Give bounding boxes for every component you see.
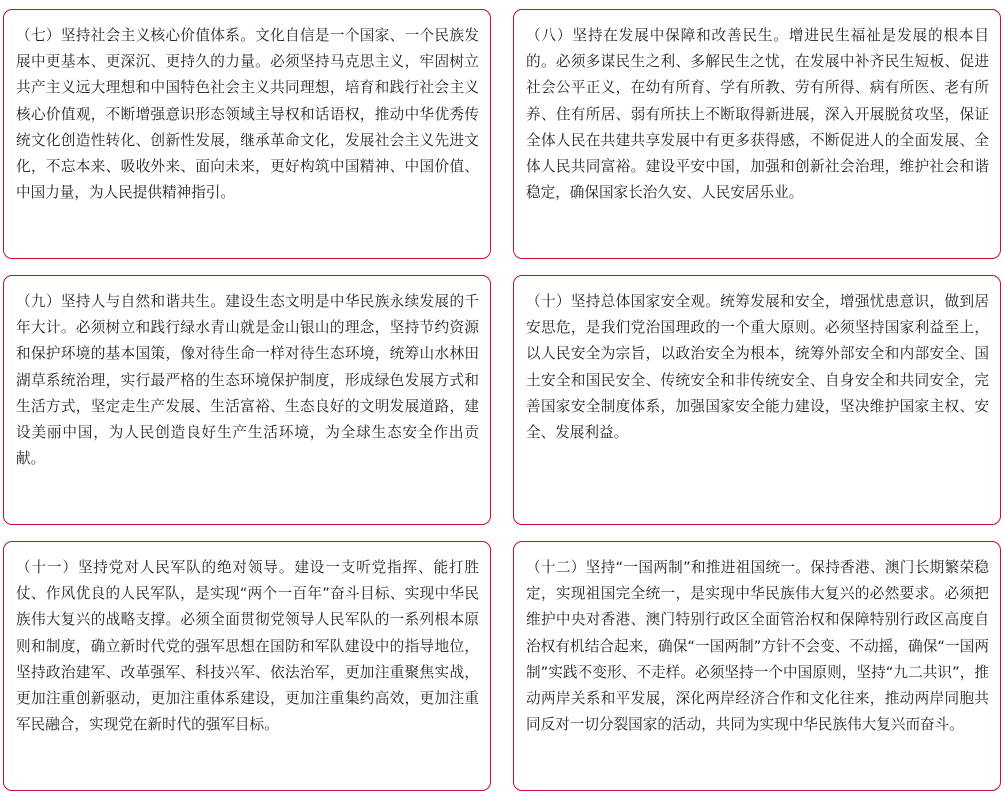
card-ten [513, 275, 1001, 525]
card-seven-text: （七）坚持社会主义核心价值体系。文化自信是一个国家、一个民族发展中更基本、更深沉、更持久的力量。必须坚持马克思主义，牢固树立共产主义远大理想和中国特色社会主义共同理想，培育和践行社会主义核心价值观，不断增强意识形态领域主导权和话语权，推动中华优秀传统文化创造性转化、创新性发展，继承革命文化，发展社会主义先进文化，不忘本来、吸收外来、面向未来，更好构筑中国精神、中国价值、中国力量，为人民提供精神指引。 [16, 27, 479, 202]
card-eight [513, 9, 1001, 259]
card-eleven-text: （十一）坚持党对人民军队的绝对领导。建设一支听党指挥、能打胜仗、作风优良的人民军队，是实现“两个一百年”奋斗目标、实现中华民族伟大复兴的战略支撑。必须全面贯彻党领导人民军队的一系列根本原则和制度，确立新时代党的强军思想在国防和军队建设中的指导地位，坚持政治建军、改革强军、科技兴军、依法治军，更加注重聚焦实战，更加注重创新驱动，更加注重体系建设，更加注重集约高效，更加注重军民融合，实现党在新时代的强军目标。 [16, 559, 479, 734]
card-twelve-text: （十二）坚持“一国两制”和推进祖国统一。保持香港、澳门长期繁荣稳定，实现祖国完全统一，是实现中华民族伟大复兴的必然要求。必须把维护中央对香港、澳门特别行政区全面管治权和保障特别行政区高度自治权有机结合起来，确保“一国两制”方针不会变、不动摇，确保“一国两制”实践不变形、不走样。必须坚持一个中国原则，坚持“九二共识”，推动两岸关系和平发展，深化两岸经济合作和文化往来，推动两岸同胞共同反对一切分裂国家的活动，共同为实现中华民族伟大复兴而奋斗。 [526, 559, 989, 734]
card-nine-text: （九）坚持人与自然和谐共生。建设生态文明是中华民族永续发展的千年大计。必须树立和践行绿水青山就是金山银山的理念，坚持节约资源和保护环境的基本国策，像对待生命一样对待生态环境，统筹山水林田湖草系统治理，实行最严格的生态环境保护制度，形成绿色发展方式和生活方式，坚定走生产发展、生活富裕、生态良好的文明发展道路，建设美丽中国，为人民创造良好生产生活环境，为全球生态安全作出贡献。 [16, 293, 479, 468]
card-twelve [513, 541, 1001, 791]
card-nine [3, 275, 491, 525]
card-eight-text: （八）坚持在发展中保障和改善民生。增进民生福祉是发展的根本目的。必须多谋民生之利、多解民生之忧，在发展中补齐民生短板、促进社会公平正义，在幼有所育、学有所教、劳有所得、病有所医、老有所养、住有所居、弱有所扶上不断取得新进展，深入开展脱贫攻坚，保证全体人民在共建共享发展中有更多获得感，不断促进人的全面发展、全体人民共同富裕。建设平安中国，加强和创新社会治理，维护社会和谐稳定，确保国家长治久安、人民安居乐业。 [526, 27, 989, 202]
card-eleven [3, 541, 491, 791]
card-seven [3, 9, 491, 259]
card-ten-text: （十）坚持总体国家安全观。统筹发展和安全，增强忧患意识，做到居安思危，是我们党治国理政的一个重大原则。必须坚持国家利益至上，以人民安全为宗旨，以政治安全为根本，统筹外部安全和内部安全、国土安全和国民安全、传统安全和非传统安全、自身安全和共同安全，完善国家安全制度体系，加强国家安全能力建设，坚决维护国家主权、安全、发展利益。 [526, 293, 989, 442]
